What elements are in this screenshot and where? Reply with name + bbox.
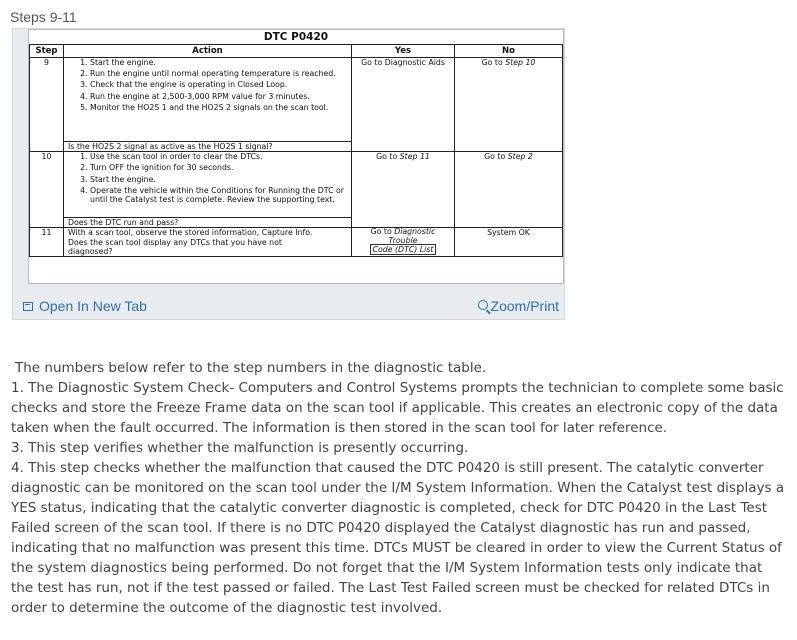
table-row [30,228,563,257]
open-new-tab-label: Open In New Tab [39,298,147,314]
action-item: 3. Start the engine. [90,175,347,184]
action-cell [64,152,352,218]
open-new-tab-link[interactable] [23,298,147,314]
action-list [68,152,347,204]
open-tab-icon [23,302,33,311]
dtc-list-link[interactable]: Trouble [388,236,418,245]
no-cell: System OK [455,228,563,257]
no-cell [455,152,563,228]
action-item: 2. Run the engine until normal operating temperature is reached. [90,69,347,78]
step-link[interactable]: Step 11 [399,152,430,162]
yes-cell [352,152,455,228]
note-paragraph: 1. The Diagnostic System Check- Computers and Control Systems prompts the technician to complete some basic checks and store the Freeze Frame data on the scan tool if applicable. This creates an electronic copy of the data taken when the fault occurred. The information is then stored in the scan tool for later reference. [11,380,784,436]
action-item: 5. Monitor the HO2S 1 and the HO2S 2 signals on the scan tool. [90,103,347,112]
yes-cell: Go to Diagnostic Aids [352,58,455,152]
note-paragraph: 3. This step verifies whether the malfunction is presently occurring. [11,440,469,456]
step-number: 11 [30,228,64,257]
action-item: 1. Use the scan tool in order to clear the DTCs. [90,152,347,161]
diagnostic-figure [12,28,565,320]
question-cell: Does the DTC run and pass? [64,218,352,228]
action-item: 4. Operate the vehicle within the Conditions for Running the DTC or until the Catalyst test is complete. Review the supporting text. [90,186,347,204]
step-number: 9 [30,58,64,152]
table-row [30,58,563,142]
notes-intro: The numbers below refer to the step numbers in the diagnostic table. [15,360,487,376]
yes-prefix: Go to [370,227,395,237]
table-header-row [30,45,563,58]
question-text: Does the scan tool display any DTCs that you have not diagnosed? [68,237,282,256]
note-paragraph: 4. This step checks whether the malfunction that caused the DTC P0420 is still present. The catalytic converter diagnostic can be monitored on the scan tool under the I/M System Information. When the Catalyst test displays a YES status, indicating that the catalytic converter diagnostic is completed, check for DTC P0420 in the Last Test Failed screen of the scan tool. If there is no DTC P0420 displayed the Catalyst diagnostic has run and passed, indicating that no malfunction was present this time. DTCs MUST be cleared in order to view the Current Status of the system diagnostics being performed. Do not forget that the I/M System Information tests only indicate that the test has run, not if the test passed or failed. The Last Test Failed screen must be checked for related DTCs in order to determine the outcome of the diagnostic test involved. [11,460,785,616]
no-prefix: Go to [481,58,506,67]
no-cell [455,58,563,152]
step-number: 10 [30,152,64,228]
dtc-list-link[interactable]: Diagnostic [394,227,436,237]
step-link[interactable]: Step 10 [505,58,536,67]
action-cell [64,58,352,142]
action-item: 3. Check that the engine is operating in Closed Loop. [90,80,347,89]
page-title: Steps 9-11 [10,9,77,25]
header-yes: Yes [352,45,455,58]
action-list [68,58,347,112]
action-cell [64,228,352,257]
no-prefix: Go to [484,152,508,162]
header-action: Action [64,45,352,58]
header-no: No [455,45,563,58]
table-title: DTC P0420 [263,31,329,43]
question-cell: Is the HO2S 2 signal as active as the HO2S 1 signal? [64,142,352,152]
zoom-print-label: Zoom/Print [490,298,559,314]
yes-cell [352,228,455,257]
action-item: 4. Run the engine at 2,500-3,000 RPM value for 3 minutes. [90,92,347,101]
yes-prefix: Go to [376,152,400,162]
zoom-print-link[interactable] [478,298,559,314]
dtc-list-link[interactable]: Code (DTC) List [370,244,437,255]
diagnostic-table [29,44,563,257]
action-text: With a scan tool, observe the stored information, Capture Info. [68,228,313,238]
action-item: 2. Turn OFF the ignition for 30 seconds. [90,163,347,172]
notes-section [11,358,786,618]
zoom-in-icon [478,300,488,310]
table-row [30,152,563,218]
action-item: 1. Start the engine. [90,58,347,67]
step-link[interactable]: Step 2 [507,152,533,162]
diagnostic-table-image [28,29,564,284]
header-step: Step [30,45,64,58]
